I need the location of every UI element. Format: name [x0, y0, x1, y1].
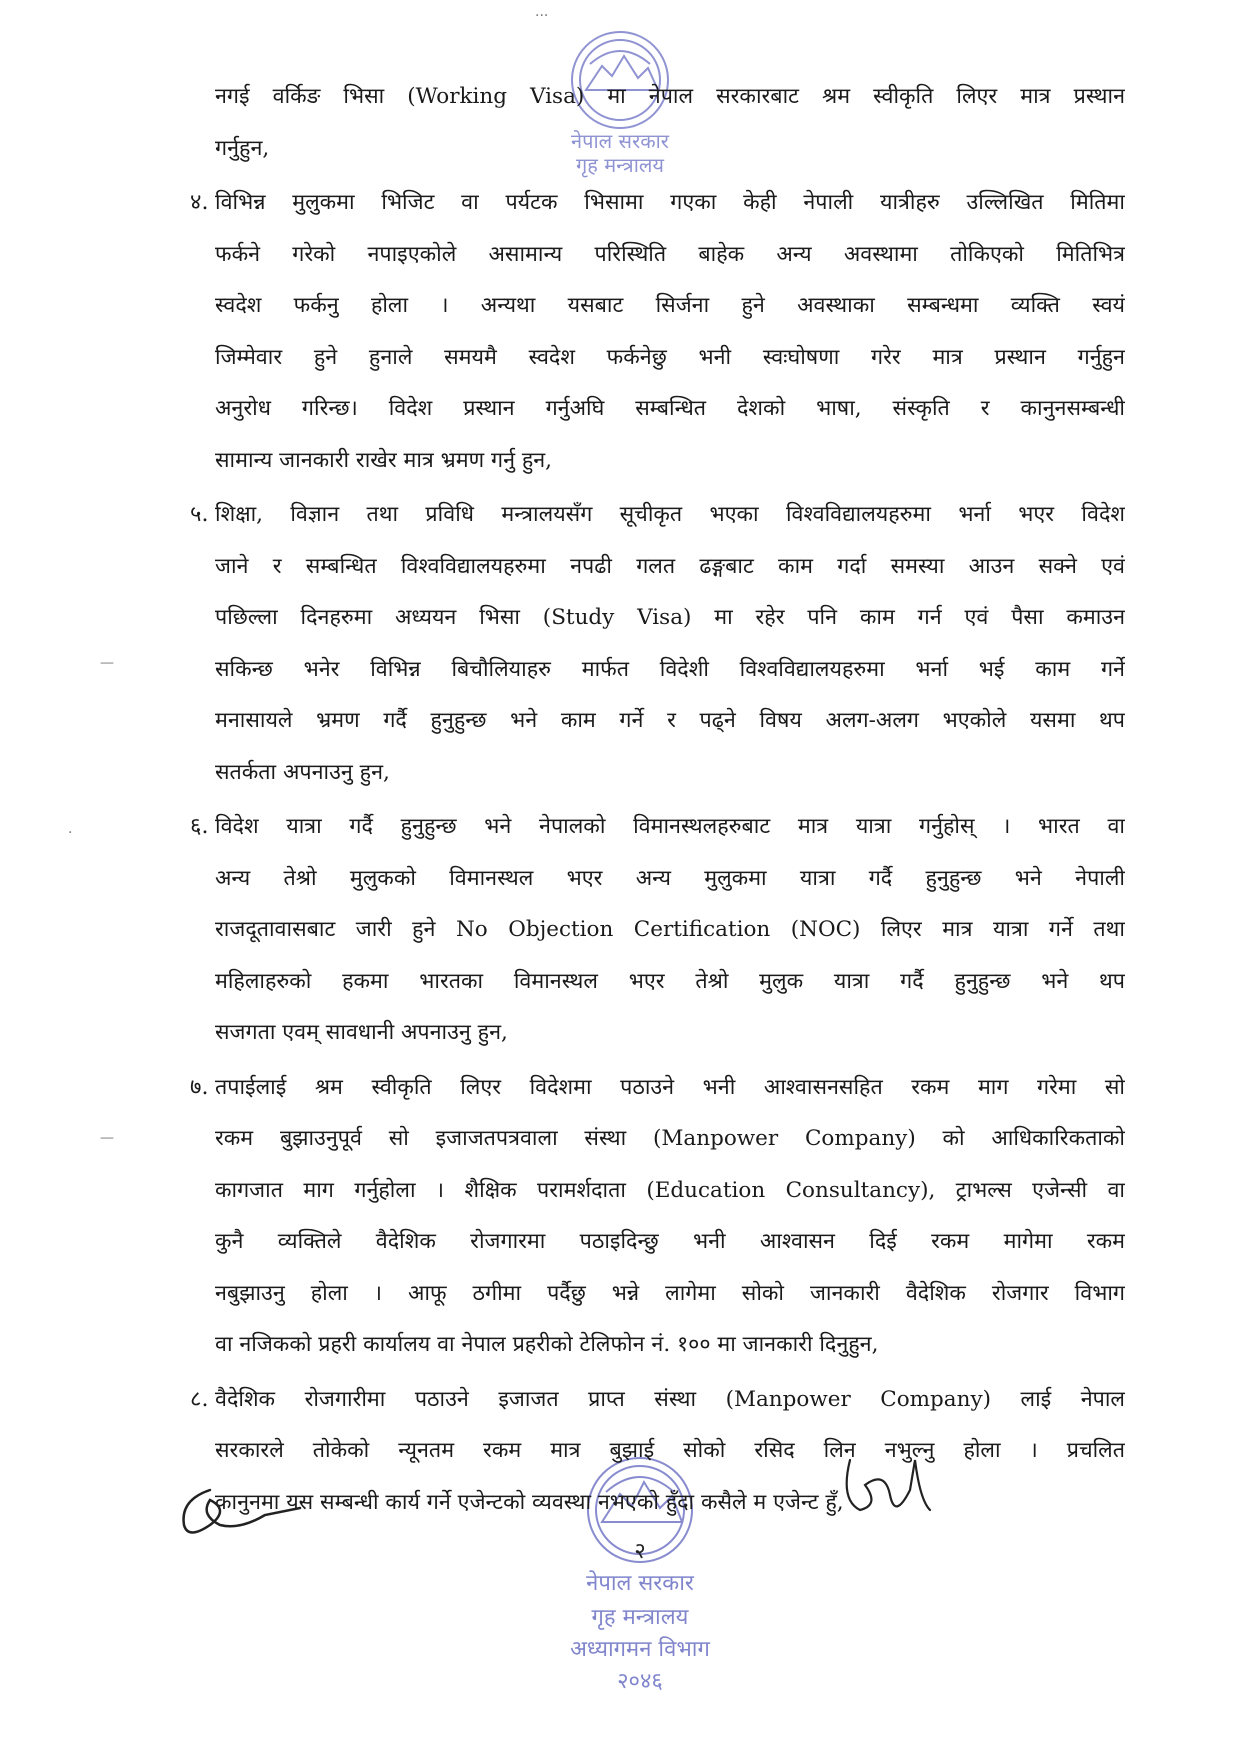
paragraph-number: ४. — [190, 190, 209, 215]
text-line: नगई वर्किङ भिसा (Working Visa) मा नेपाल सरकारबाट श्रम स्वीकृति लिएर मात्र प्रस्थान — [215, 84, 1125, 109]
bottom-stamp-line-1: नेपाल सरकार — [586, 1571, 694, 1596]
scan-mark-left-2: · — [68, 825, 73, 841]
text-line: सरकारले तोकेको न्यूनतम रकम मात्र बुझाई सोको रसिद लिन नभुल्नु होला । प्रचलित — [215, 1438, 1125, 1463]
scan-mark-left-1: — — [100, 655, 114, 671]
text-line: फर्कने गरेको नपाइएकोले असामान्य परिस्थिति बाहेक अन्य अवस्थामा तोकिएको मितिभित्र — [215, 241, 1125, 267]
text-line: राजदूतावासबाट जारी हुने No Objection Certification (NOC) लिएर मात्र यात्रा गर्ने तथा — [215, 917, 1125, 942]
text-line: विभिन्न मुलुकमा भिजिट वा पर्यटक भिसामा गएका केही नेपाली यात्रीहरु उल्लिखित मितिमा — [215, 190, 1125, 215]
bottom-stamp-line-2: गृह मन्त्रालय — [591, 1605, 689, 1630]
text-line: तपाईलाई श्रम स्वीकृति लिएर विदेशमा पठाउने भनी आश्वासनसहित रकम माग गरेमा सो — [215, 1074, 1125, 1100]
text-line: सकिन्छ भनेर विभिन्न बिचौलियाहरु मार्फत विदेशी विश्वविद्यालयहरुमा भर्ना भई काम गर्ने — [215, 656, 1125, 682]
left-signature — [170, 1470, 310, 1550]
text-line: नबुझाउनु होला । आफू ठगीमा पर्दैछु भन्ने लागेमा सोको जानकारी वैदेशिक रोजगार विभाग — [215, 1280, 1125, 1306]
page-number: २ — [634, 1539, 646, 1564]
text-line: सजगता एवम् सावधानी अपनाउनु हुन, — [215, 1020, 508, 1045]
top-stamp-line-2: गृह मन्त्रालय — [575, 153, 665, 177]
text-line: जिम्मेवार हुने हुनाले समयमै स्वदेश फर्कनेछु भनी स्वःघोषणा गरेर मात्र प्रस्थान गर्नुहुन — [215, 344, 1125, 370]
text-line: स्वदेश फर्कनु होला । अन्यथा यसबाट सिर्जना हुने अवस्थाका सम्बन्धमा व्यक्ति स्वयं — [215, 293, 1125, 318]
text-line: सामान्य जानकारी राखेर मात्र भ्रमण गर्नु हुन, — [215, 447, 553, 473]
bottom-stamp-line-3: अध्यागमन विभाग — [570, 1637, 710, 1662]
text-line: पछिल्ला दिनहरुमा अध्ययन भिसा (Study Visa) मा रहेर पनि काम गर्न एवं पैसा कमाउन — [215, 605, 1125, 630]
text-line: मनासायले भ्रमण गर्दै हुनुहुन्छ भने काम गर्ने र पढ्ने विषय अलग-अलग भएकोले यसमा थप — [215, 708, 1125, 733]
bottom-stamp-line-4: २०४६ — [617, 1669, 663, 1694]
right-signature — [830, 1440, 940, 1540]
scan-mark-left-3: — — [100, 1130, 114, 1146]
text-line: अनुरोध गरिन्छ। विदेश प्रस्थान गर्नुअघि सम्बन्धित देशको भाषा, संस्कृति र कानुनसम्बन्धी — [215, 396, 1125, 421]
text-line: रकम बुझाउनुपूर्व सो इजाजतपत्रवाला संस्था (Manpower Company) को आधिकारिकताको — [215, 1126, 1125, 1151]
text-line: कानुनमा यस सम्बन्धी कार्य गर्ने एजेन्टको व्यवस्था नभएको हुँदा कसैले म एजेन्ट हुँ, — [215, 1489, 844, 1515]
paragraph-number: ६. — [190, 814, 209, 839]
text-line: सतर्कता अपनाउनु हुन, — [215, 759, 390, 785]
top-stamp-line-1: नेपाल सरकार — [571, 129, 669, 153]
text-line: कुनै व्यक्तिले वैदेशिक रोजगारमा पठाइदिन्छु भनी आश्वासन दिई रकम मागेमा रकम — [215, 1229, 1125, 1254]
paragraph-number: ५. — [190, 502, 209, 527]
text-line: विदेश यात्रा गर्दै हुनुहुन्छ भने नेपालको विमानस्थलहरुबाट मात्र यात्रा गर्नुहोस् । भारत वा — [215, 814, 1125, 839]
text-line: वैदेशिक रोजगारीमा पठाउने इजाजत प्राप्त संस्था (Manpower Company) लाई नेपाल — [215, 1386, 1125, 1412]
text-line: जाने र सम्बन्धित विश्वविद्यालयहरुमा नपढी गलत ढङ्गबाट काम गर्दा समस्या आउन सक्ने एवं — [215, 553, 1125, 579]
scan-mark-top: ··· — [535, 8, 549, 24]
text-line: कागजात माग गर्नुहोला । शैक्षिक परामर्शदाता (Education Consultancy), ट्राभल्स एजेन्सी वा — [215, 1177, 1125, 1203]
paragraph-number: ७. — [190, 1074, 209, 1100]
text-line: शिक्षा, विज्ञान तथा प्रविधि मन्त्रालयसँग सूचीकृत भएका विश्वविद्यालयहरुमा भर्ना भएर विदेश — [215, 502, 1125, 527]
text-line: महिलाहरुको हकमा भारतका विमानस्थल भएर तेश्रो मुलुक यात्रा गर्दै हुनुहुन्छ भने थप — [215, 968, 1125, 994]
paragraph-number: ८. — [190, 1386, 209, 1412]
text-line: अन्य तेश्रो मुलुकको विमानस्थल भएर अन्य मुलुकमा यात्रा गर्दै हुनुहुन्छ भने नेपाली — [215, 865, 1125, 891]
text-line: गर्नुहुन, — [215, 135, 270, 161]
text-line: वा नजिकको प्रहरी कार्यालय वा नेपाल प्रहरीको टेलिफोन नं. १०० मा जानकारी दिनुहुन, — [215, 1332, 879, 1357]
